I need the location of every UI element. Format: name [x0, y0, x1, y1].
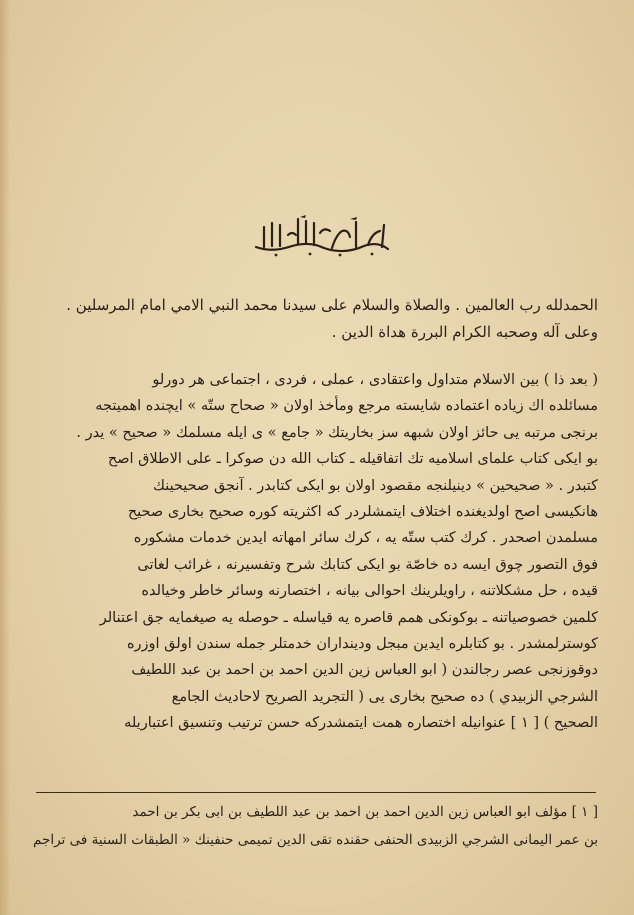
footnote-line: [ ١ ] مؤلف ابو العباس زين الدين احمد بن احمد بن عبد اللطيف بن ابى بكر بن احمد — [132, 804, 598, 820]
body-line: دوقوزنجى عصر رجالندن ( ابو العباس زين الدين احمد بن احمد بن عبد اللطيف — [131, 662, 598, 679]
body-line: كلمين خصوصياتنه ـ بوكونكى همم قاصره يه قياسله ـ حوصله يه صيغمايه جق اعتنالر — [99, 609, 598, 626]
footnote-separator — [36, 792, 596, 793]
main-text — [28, 367, 598, 736]
body-line: كتبدر . « صحيحين » دينيلنجه مقصود اولان بو ايكى كتابدر . آنجق صحيحينك — [152, 477, 598, 494]
body-line: بو ايكى كتاب علماى اسلاميه تك اتفاقيله ـ كتاب الله دن صوكرا ـ على الاطلاق اصح — [107, 451, 598, 468]
body-line: مسلمدن اصحدر . كرك كتب ستّه يه ، كرك سائر امهاته ايدين خدمات مشكوره — [133, 530, 598, 547]
opening-praise — [28, 292, 598, 346]
body-line: برنجى مرتبه يى حائز اولان شبهه سز بخاريتك « جامع » ى ايله مسلمك « صحيح » يدر . — [76, 424, 598, 441]
body-line: كوسترلمشدر . بو كتابلره ايدين مبجل ودينداران خدمتلر جمله سندن اولق اوزره — [126, 635, 598, 652]
body-line: مسائلده اك زياده اعتماده شايسته مرجع ومأخذ اولان « صحاح ستّه » ايچنده اهميتجه — [95, 398, 598, 415]
body-line: الشرجي الزبيدي ) ده صحيح بخارى يى ( التجريد الصريح لاحاديث الجامع — [171, 688, 598, 705]
basmala-calligraphy — [252, 213, 392, 259]
body-line: هانكيسى اصح اولديغنده اختلاف ايتمشلردر كه اكثريته كوره صحيح بخارى صحيح — [127, 503, 598, 520]
opening-line: وعلى آله وصحبه الكرام البررة هداة الدين . — [331, 323, 598, 341]
opening-line: الحمدلله رب العالمين . والصلاة والسلام على سيدنا محمد النبي الامي امام المرسلين . — [66, 296, 598, 314]
footnotes — [28, 798, 598, 854]
body-line: ( بعد ذا ) بين الاسلام متداول واعتقادى ، عملى ، فردى ، اجتماعى هر دورلو — [152, 372, 598, 388]
page-edge-shadow — [0, 0, 10, 915]
body-line: فوق التصور چوق ايسه ده خاصّة بو ايكى كتابك شرح وتفسيرنه ، غرائب لغاتى — [137, 556, 598, 573]
footnote-line: بن عمر اليمانى الشرجي الزبيدى الحنفى حقنده تقى الدين تميمى حنفينك « الطبقات السنية فى تراجم — [33, 832, 598, 848]
body-line: قيده ، حل مشكلاتنه ، راويلرينك احوالى بيانه ، اختصارنه وسائر خاطر وخيالده — [141, 583, 598, 600]
body-line: الصحيح ) [ ١ ] عنوانيله اختصاره همت ايتمشدركه حسن ترتيب وتنسيق اعتباريله — [124, 715, 598, 732]
